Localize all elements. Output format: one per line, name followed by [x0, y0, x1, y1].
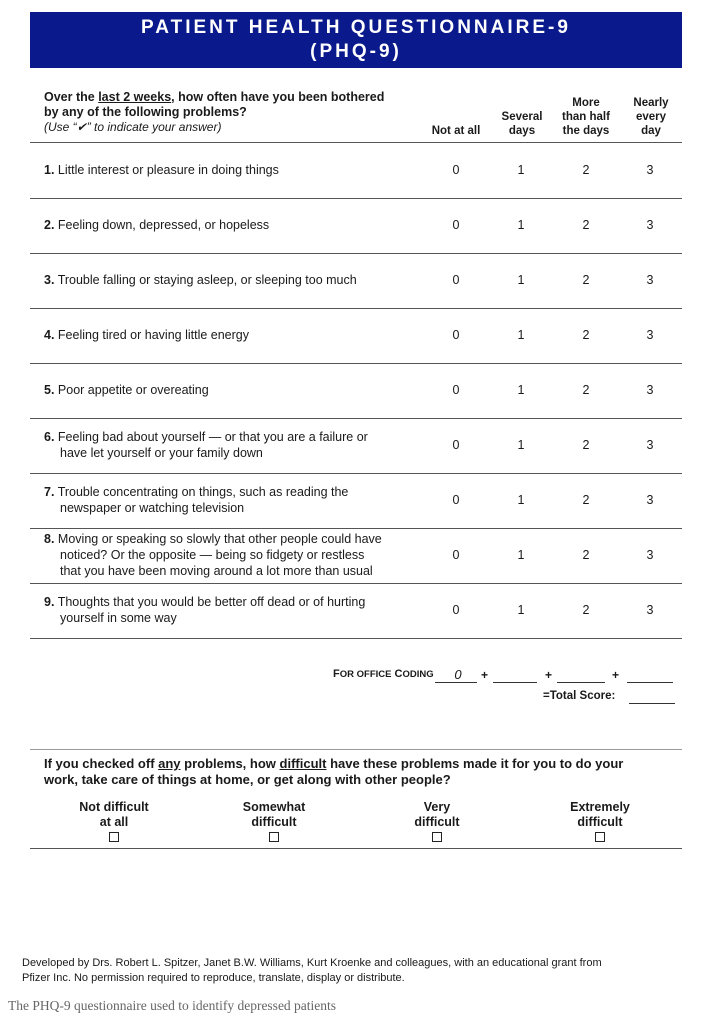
checkbox[interactable] [269, 832, 279, 842]
row-divider [30, 473, 682, 474]
score-option[interactable]: 0 [452, 327, 460, 342]
row-divider [30, 363, 682, 364]
difficulty-question: If you checked off any problems, how difficult have these problems made it for you to do your work, take care of things at home, or get along with other people? [44, 756, 624, 787]
score-option[interactable]: 1 [517, 547, 525, 562]
question-text: 8. Moving or speaking so slowly that other people could have noticed? Or the opposite — being so fidgety or restless that you have been moving around a lot more than usual [44, 531, 382, 578]
office-blank-2 [493, 682, 537, 683]
score-option[interactable]: 1 [517, 382, 525, 397]
column-header-not-at-all: Not at all [431, 125, 481, 137]
intro-text-2: by any of the following problems? [44, 105, 247, 119]
column-header-several-days: Several days [501, 111, 543, 137]
plus-sign: + [545, 668, 553, 682]
total-score-label: =Total Score: [543, 690, 616, 702]
score-option[interactable]: 0 [452, 217, 460, 232]
question-text: 9. Thoughts that you would be better off dead or of hurting yourself in some way [44, 594, 366, 625]
questionnaire-header [30, 12, 682, 68]
score-option[interactable]: 3 [646, 437, 654, 452]
score-option[interactable]: 0 [452, 492, 460, 507]
row-divider [30, 418, 682, 419]
score-option[interactable]: 2 [582, 162, 590, 177]
intro-prompt [44, 90, 424, 135]
score-option[interactable]: 3 [646, 327, 654, 342]
score-option[interactable]: 3 [646, 547, 654, 562]
column-header-nearly-every-day: Nearly every day [633, 97, 669, 137]
score-option[interactable]: 2 [582, 272, 590, 287]
score-option[interactable]: 2 [582, 547, 590, 562]
title-line-2: (PHQ-9) [310, 41, 402, 62]
row-divider [30, 308, 682, 309]
checkbox[interactable] [432, 832, 442, 842]
question-text: 1. Little interest or pleasure in doing things [44, 162, 279, 177]
score-option[interactable]: 1 [517, 162, 525, 177]
office-value-0: 0 [454, 667, 462, 682]
score-option[interactable]: 1 [517, 602, 525, 617]
intro-text: Over the [44, 90, 99, 104]
score-option[interactable]: 0 [452, 547, 460, 562]
score-option[interactable]: 1 [517, 327, 525, 342]
score-option[interactable]: 0 [452, 382, 460, 397]
score-option[interactable]: 0 [452, 272, 460, 287]
row-divider [30, 253, 682, 254]
plus-sign: + [612, 668, 620, 682]
office-blank-4 [627, 682, 673, 683]
difficulty-option-somewhat: Somewhat difficult [224, 800, 324, 842]
question-text: 3. Trouble falling or staying asleep, or sleeping too much [44, 272, 357, 287]
score-option[interactable]: 3 [646, 492, 654, 507]
question-text: 6. Feeling bad about yourself — or that you are a failure or have let yourself or your family down [44, 429, 368, 460]
score-option[interactable]: 1 [517, 437, 525, 452]
title-line-1: PATIENT HEALTH QUESTIONNAIRE-9 [141, 17, 571, 38]
score-option[interactable]: 1 [517, 492, 525, 507]
row-divider [30, 638, 682, 639]
question-text: 4. Feeling tired or having little energy [44, 327, 249, 342]
figure-caption: The PHQ-9 questionnaire used to identify depressed patients [8, 998, 337, 1013]
row-divider [30, 528, 682, 529]
score-option[interactable]: 2 [582, 602, 590, 617]
footer-credits: Developed by Drs. Robert L. Spitzer, Janet B.W. Williams, Kurt Kroenke and colleagues, with an educational grant from Pfizer Inc. No permission required to reproduce, translate, display or distribute. [22, 957, 602, 984]
row-divider [30, 583, 682, 584]
score-option[interactable]: 2 [582, 217, 590, 232]
column-header-more-than-half: More than half the days [562, 97, 610, 137]
office-coding-label: FOR OFFICE CODING [333, 668, 434, 680]
section-divider [30, 749, 682, 750]
total-score-blank [629, 703, 675, 704]
score-option[interactable]: 3 [646, 382, 654, 397]
score-option[interactable]: 1 [517, 272, 525, 287]
score-option[interactable]: 3 [646, 217, 654, 232]
score-option[interactable]: 0 [452, 437, 460, 452]
score-option[interactable]: 3 [646, 162, 654, 177]
header-divider [30, 142, 682, 143]
difficulty-option-very: Very difficult [387, 800, 487, 842]
difficulty-bottom-line [30, 848, 682, 849]
score-option[interactable]: 2 [582, 382, 590, 397]
difficulty-option-not-difficult: Not difficult at all [64, 800, 164, 842]
score-option[interactable]: 0 [452, 162, 460, 177]
intro-text: , how often have you been bothered [171, 90, 385, 104]
score-option[interactable]: 1 [517, 217, 525, 232]
checkbox[interactable] [109, 832, 119, 842]
score-option[interactable]: 2 [582, 492, 590, 507]
office-blank-1 [435, 682, 477, 683]
plus-sign: + [481, 668, 489, 682]
question-text: 7. Trouble concentrating on things, such as reading the newspaper or watching television [44, 484, 349, 515]
office-blank-3 [557, 682, 605, 683]
score-option[interactable]: 2 [582, 327, 590, 342]
score-option[interactable]: 3 [646, 602, 654, 617]
score-option[interactable]: 0 [452, 602, 460, 617]
difficulty-option-extremely: Extremely difficult [550, 800, 650, 842]
intro-instruction: (Use “✔” to indicate your answer) [44, 120, 222, 134]
checkbox[interactable] [595, 832, 605, 842]
question-text: 5. Poor appetite or overeating [44, 382, 209, 397]
question-text: 2. Feeling down, depressed, or hopeless [44, 217, 270, 232]
score-option[interactable]: 2 [582, 437, 590, 452]
score-option[interactable]: 3 [646, 272, 654, 287]
row-divider [30, 198, 682, 199]
intro-emphasis: last 2 weeks [98, 90, 172, 104]
